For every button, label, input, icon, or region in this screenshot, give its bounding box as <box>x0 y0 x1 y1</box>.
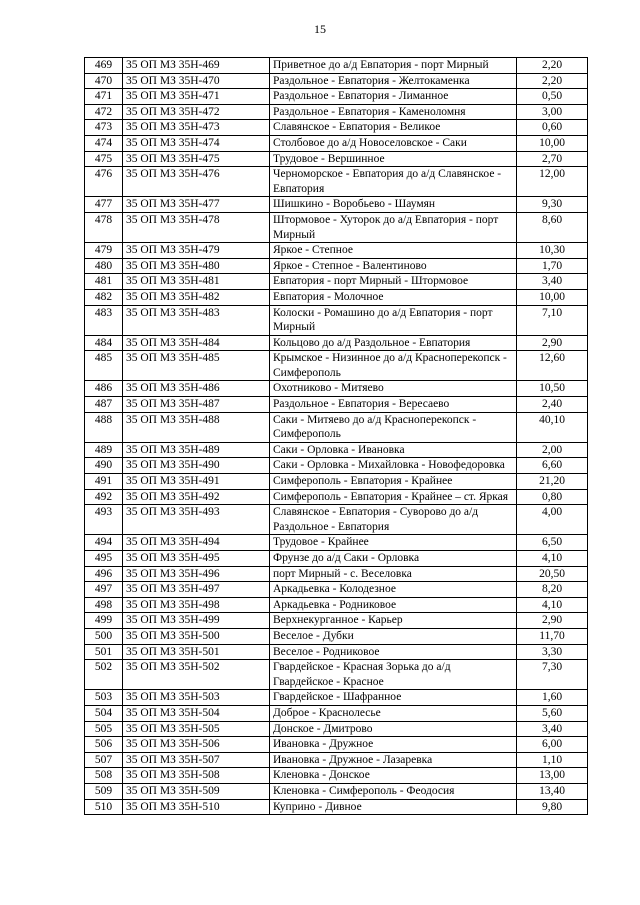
road-name-cell: Яркое - Степное <box>270 243 517 259</box>
row-number-cell: 482 <box>85 289 123 305</box>
road-length-cell: 7,30 <box>517 660 588 690</box>
table-row <box>85 597 588 613</box>
table-row <box>85 783 588 799</box>
road-code-cell: 35 ОП МЗ 35Н-472 <box>123 104 270 120</box>
road-name-cell: Крымское - Низинное до а/д Красноперекопск - Симферополь <box>270 351 517 381</box>
road-code-cell: 35 ОП МЗ 35Н-489 <box>123 442 270 458</box>
road-length-cell: 3,30 <box>517 644 588 660</box>
road-length-cell: 10,00 <box>517 135 588 151</box>
road-name-cell: Ивановка - Дружное - Лазаревка <box>270 752 517 768</box>
road-length-cell: 8,20 <box>517 582 588 598</box>
road-code-cell: 35 ОП МЗ 35Н-469 <box>123 58 270 74</box>
road-name-cell: Донское - Дмитрово <box>270 721 517 737</box>
row-number-cell: 500 <box>85 628 123 644</box>
row-number-cell: 496 <box>85 566 123 582</box>
table-row <box>85 705 588 721</box>
road-code-cell: 35 ОП МЗ 35Н-507 <box>123 752 270 768</box>
road-code-cell: 35 ОП МЗ 35Н-484 <box>123 335 270 351</box>
table-row <box>85 458 588 474</box>
road-length-cell: 1,60 <box>517 690 588 706</box>
road-length-cell: 9,80 <box>517 799 588 815</box>
road-code-cell: 35 ОП МЗ 35Н-505 <box>123 721 270 737</box>
road-length-cell: 1,10 <box>517 752 588 768</box>
road-name-cell: Веселое - Дубки <box>270 628 517 644</box>
road-length-cell: 40,10 <box>517 412 588 442</box>
road-code-cell: 35 ОП МЗ 35Н-492 <box>123 489 270 505</box>
road-code-cell: 35 ОП МЗ 35Н-498 <box>123 597 270 613</box>
row-number-cell: 508 <box>85 768 123 784</box>
road-code-cell: 35 ОП МЗ 35Н-495 <box>123 551 270 567</box>
table-row <box>85 535 588 551</box>
road-name-cell: Веселое - Родниковое <box>270 644 517 660</box>
row-number-cell: 477 <box>85 197 123 213</box>
road-code-cell: 35 ОП МЗ 35Н-475 <box>123 151 270 167</box>
road-name-cell: Евпатория - Молочное <box>270 289 517 305</box>
road-name-cell: Приветное до а/д Евпатория - порт Мирный <box>270 58 517 74</box>
row-number-cell: 478 <box>85 212 123 242</box>
road-name-cell: Трудовое - Вершинное <box>270 151 517 167</box>
road-name-cell: Раздольное - Евпатория - Каменоломня <box>270 104 517 120</box>
table-row <box>85 151 588 167</box>
table-row <box>85 660 588 690</box>
row-number-cell: 485 <box>85 351 123 381</box>
road-length-cell: 11,70 <box>517 628 588 644</box>
row-number-cell: 495 <box>85 551 123 567</box>
road-length-cell: 12,60 <box>517 351 588 381</box>
row-number-cell: 476 <box>85 167 123 197</box>
table-row <box>85 135 588 151</box>
road-name-cell: Штормовое - Хуторок до а/д Евпатория - порт Мирный <box>270 212 517 242</box>
road-name-cell: Аркадьевка - Колодезное <box>270 582 517 598</box>
road-name-cell: Кольцово до а/д Раздольное - Евпатория <box>270 335 517 351</box>
road-name-cell: Кленовка - Донское <box>270 768 517 784</box>
table-row <box>85 73 588 89</box>
road-name-cell: Колоски - Ромашино до а/д Евпатория - порт Мирный <box>270 305 517 335</box>
road-name-cell: Евпатория - порт Мирный - Штормовое <box>270 274 517 290</box>
road-length-cell: 6,00 <box>517 737 588 753</box>
road-name-cell: Кленовка - Симферополь - Феодосия <box>270 783 517 799</box>
road-code-cell: 35 ОП МЗ 35Н-479 <box>123 243 270 259</box>
page-number: 15 <box>314 22 326 36</box>
road-name-cell: Саки - Орловка - Ивановка <box>270 442 517 458</box>
table-row <box>85 721 588 737</box>
road-name-cell: Саки - Орловка - Михайловка - Новофедоровка <box>270 458 517 474</box>
table-row <box>85 243 588 259</box>
road-name-cell: Симферополь - Евпатория - Крайнее <box>270 474 517 490</box>
road-length-cell: 2,70 <box>517 151 588 167</box>
row-number-cell: 472 <box>85 104 123 120</box>
table-row <box>85 582 588 598</box>
road-name-cell: Саки - Митяево до а/д Красноперекопск - Симферополь <box>270 412 517 442</box>
road-length-cell: 2,90 <box>517 613 588 629</box>
table-row <box>85 381 588 397</box>
row-number-cell: 469 <box>85 58 123 74</box>
road-name-cell: Раздольное - Евпатория - Лиманное <box>270 89 517 105</box>
road-length-cell: 0,50 <box>517 89 588 105</box>
row-number-cell: 499 <box>85 613 123 629</box>
table-row <box>85 89 588 105</box>
road-name-cell: Куприно - Дивное <box>270 799 517 815</box>
road-code-cell: 35 ОП МЗ 35Н-476 <box>123 167 270 197</box>
table-row <box>85 505 588 535</box>
road-length-cell: 9,30 <box>517 197 588 213</box>
road-length-cell: 6,50 <box>517 535 588 551</box>
road-code-cell: 35 ОП МЗ 35Н-478 <box>123 212 270 242</box>
table-row <box>85 167 588 197</box>
row-number-cell: 506 <box>85 737 123 753</box>
table-row <box>85 690 588 706</box>
row-number-cell: 479 <box>85 243 123 259</box>
road-length-cell: 10,30 <box>517 243 588 259</box>
road-code-cell: 35 ОП МЗ 35Н-490 <box>123 458 270 474</box>
road-length-cell: 4,10 <box>517 551 588 567</box>
road-code-cell: 35 ОП МЗ 35Н-480 <box>123 258 270 274</box>
row-number-cell: 491 <box>85 474 123 490</box>
road-length-cell: 4,10 <box>517 597 588 613</box>
roads-table-body <box>85 58 588 815</box>
road-length-cell: 2,20 <box>517 73 588 89</box>
row-number-cell: 510 <box>85 799 123 815</box>
row-number-cell: 497 <box>85 582 123 598</box>
road-code-cell: 35 ОП МЗ 35Н-493 <box>123 505 270 535</box>
road-length-cell: 10,50 <box>517 381 588 397</box>
table-row <box>85 197 588 213</box>
table-row <box>85 442 588 458</box>
road-length-cell: 1,70 <box>517 258 588 274</box>
row-number-cell: 470 <box>85 73 123 89</box>
road-code-cell: 35 ОП МЗ 35Н-509 <box>123 783 270 799</box>
row-number-cell: 509 <box>85 783 123 799</box>
road-name-cell: Гвардейское - Красная Зорька до а/д Гвардейское - Красное <box>270 660 517 690</box>
road-code-cell: 35 ОП МЗ 35Н-491 <box>123 474 270 490</box>
road-code-cell: 35 ОП МЗ 35Н-504 <box>123 705 270 721</box>
road-code-cell: 35 ОП МЗ 35Н-486 <box>123 381 270 397</box>
road-length-cell: 2,90 <box>517 335 588 351</box>
road-name-cell: Раздольное - Евпатория - Желтокаменка <box>270 73 517 89</box>
road-code-cell: 35 ОП МЗ 35Н-471 <box>123 89 270 105</box>
row-number-cell: 505 <box>85 721 123 737</box>
table-row <box>85 351 588 381</box>
road-code-cell: 35 ОП МЗ 35Н-481 <box>123 274 270 290</box>
road-code-cell: 35 ОП МЗ 35Н-500 <box>123 628 270 644</box>
road-name-cell: Верхнекурганное - Карьер <box>270 613 517 629</box>
road-length-cell: 13,00 <box>517 768 588 784</box>
road-code-cell: 35 ОП МЗ 35Н-497 <box>123 582 270 598</box>
row-number-cell: 501 <box>85 644 123 660</box>
road-code-cell: 35 ОП МЗ 35Н-503 <box>123 690 270 706</box>
row-number-cell: 483 <box>85 305 123 335</box>
road-length-cell: 4,00 <box>517 505 588 535</box>
road-name-cell: Доброе - Краснолесье <box>270 705 517 721</box>
road-length-cell: 12,00 <box>517 167 588 197</box>
road-code-cell: 35 ОП МЗ 35Н-496 <box>123 566 270 582</box>
road-name-cell: Яркое - Степное - Валентиново <box>270 258 517 274</box>
road-name-cell: Ивановка - Дружное <box>270 737 517 753</box>
road-code-cell: 35 ОП МЗ 35Н-506 <box>123 737 270 753</box>
table-row <box>85 397 588 413</box>
table-row <box>85 258 588 274</box>
row-number-cell: 492 <box>85 489 123 505</box>
row-number-cell: 471 <box>85 89 123 105</box>
road-length-cell: 13,40 <box>517 783 588 799</box>
road-code-cell: 35 ОП МЗ 35Н-499 <box>123 613 270 629</box>
row-number-cell: 484 <box>85 335 123 351</box>
roads-table <box>84 57 588 815</box>
road-length-cell: 3,40 <box>517 721 588 737</box>
table-row <box>85 752 588 768</box>
road-name-cell: Черноморское - Евпатория до а/д Славянское - Евпатория <box>270 167 517 197</box>
row-number-cell: 502 <box>85 660 123 690</box>
table-row <box>85 104 588 120</box>
row-number-cell: 481 <box>85 274 123 290</box>
row-number-cell: 504 <box>85 705 123 721</box>
road-name-cell: Славянское - Евпатория - Суворово до а/д Раздольное - Евпатория <box>270 505 517 535</box>
table-row <box>85 274 588 290</box>
road-length-cell: 2,20 <box>517 58 588 74</box>
road-code-cell: 35 ОП МЗ 35Н-473 <box>123 120 270 136</box>
row-number-cell: 474 <box>85 135 123 151</box>
table-row <box>85 412 588 442</box>
road-length-cell: 2,00 <box>517 442 588 458</box>
row-number-cell: 490 <box>85 458 123 474</box>
road-length-cell: 8,60 <box>517 212 588 242</box>
table-row <box>85 489 588 505</box>
table-row <box>85 58 588 74</box>
table-row <box>85 566 588 582</box>
table-row <box>85 799 588 815</box>
table-row <box>85 212 588 242</box>
road-code-cell: 35 ОП МЗ 35Н-510 <box>123 799 270 815</box>
road-length-cell: 20,50 <box>517 566 588 582</box>
road-length-cell: 5,60 <box>517 705 588 721</box>
table-row <box>85 644 588 660</box>
row-number-cell: 489 <box>85 442 123 458</box>
road-name-cell: Гвардейское - Шафранное <box>270 690 517 706</box>
road-code-cell: 35 ОП МЗ 35Н-477 <box>123 197 270 213</box>
road-code-cell: 35 ОП МЗ 35Н-474 <box>123 135 270 151</box>
road-code-cell: 35 ОП МЗ 35Н-485 <box>123 351 270 381</box>
table-row <box>85 335 588 351</box>
table-row <box>85 120 588 136</box>
road-code-cell: 35 ОП МЗ 35Н-482 <box>123 289 270 305</box>
table-row <box>85 768 588 784</box>
road-name-cell: порт Мирный - с. Веселовка <box>270 566 517 582</box>
road-code-cell: 35 ОП МЗ 35Н-470 <box>123 73 270 89</box>
road-name-cell: Трудовое - Крайнее <box>270 535 517 551</box>
road-code-cell: 35 ОП МЗ 35Н-483 <box>123 305 270 335</box>
row-number-cell: 480 <box>85 258 123 274</box>
road-code-cell: 35 ОП МЗ 35Н-502 <box>123 660 270 690</box>
road-name-cell: Фрунзе до а/д Саки - Орловка <box>270 551 517 567</box>
table-row <box>85 474 588 490</box>
row-number-cell: 488 <box>85 412 123 442</box>
row-number-cell: 487 <box>85 397 123 413</box>
table-row <box>85 737 588 753</box>
road-length-cell: 3,40 <box>517 274 588 290</box>
road-name-cell: Столбовое до а/д Новоселовское - Саки <box>270 135 517 151</box>
table-row <box>85 551 588 567</box>
road-length-cell: 6,60 <box>517 458 588 474</box>
row-number-cell: 493 <box>85 505 123 535</box>
road-code-cell: 35 ОП МЗ 35Н-494 <box>123 535 270 551</box>
road-name-cell: Аркадьевка - Родниковое <box>270 597 517 613</box>
row-number-cell: 507 <box>85 752 123 768</box>
road-length-cell: 21,20 <box>517 474 588 490</box>
road-length-cell: 3,00 <box>517 104 588 120</box>
road-length-cell: 0,80 <box>517 489 588 505</box>
road-code-cell: 35 ОП МЗ 35Н-487 <box>123 397 270 413</box>
row-number-cell: 498 <box>85 597 123 613</box>
road-length-cell: 7,10 <box>517 305 588 335</box>
row-number-cell: 473 <box>85 120 123 136</box>
row-number-cell: 486 <box>85 381 123 397</box>
road-length-cell: 10,00 <box>517 289 588 305</box>
road-name-cell: Симферополь - Евпатория - Крайнее – ст. Яркая <box>270 489 517 505</box>
road-name-cell: Шишкино - Воробьево - Шаумян <box>270 197 517 213</box>
row-number-cell: 503 <box>85 690 123 706</box>
table-row <box>85 305 588 335</box>
road-code-cell: 35 ОП МЗ 35Н-488 <box>123 412 270 442</box>
row-number-cell: 494 <box>85 535 123 551</box>
road-code-cell: 35 ОП МЗ 35Н-501 <box>123 644 270 660</box>
table-row <box>85 628 588 644</box>
road-code-cell: 35 ОП МЗ 35Н-508 <box>123 768 270 784</box>
road-name-cell: Охотниково - Митяево <box>270 381 517 397</box>
road-name-cell: Славянское - Евпатория - Великое <box>270 120 517 136</box>
road-length-cell: 2,40 <box>517 397 588 413</box>
table-row <box>85 613 588 629</box>
road-name-cell: Раздольное - Евпатория - Вересаево <box>270 397 517 413</box>
table-row <box>85 289 588 305</box>
road-length-cell: 0,60 <box>517 120 588 136</box>
row-number-cell: 475 <box>85 151 123 167</box>
